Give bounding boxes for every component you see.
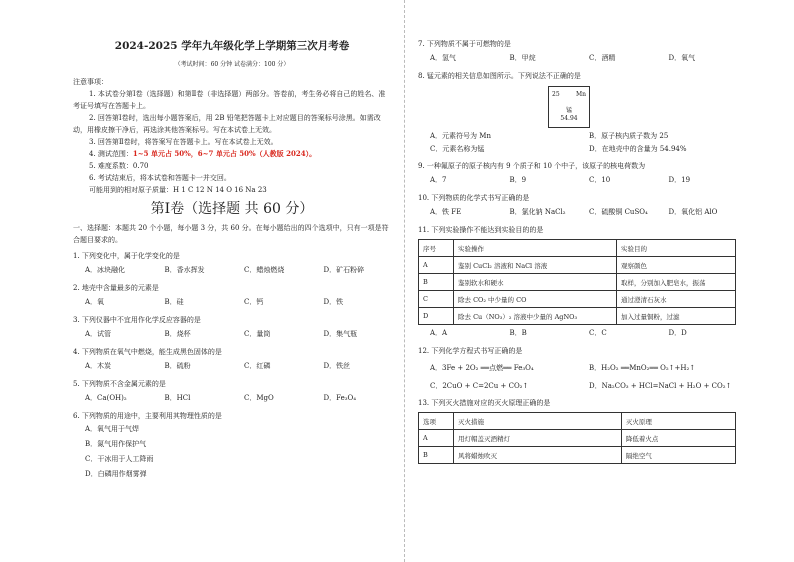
question-stem: 11. 下列实验操作不能达到实验目的的是: [418, 226, 544, 234]
left-column: [73, 38, 391, 482]
option-row: A．试管 B．烧杯 C．量筒 D．集气瓶: [85, 330, 358, 338]
note-item: 3. 回答第Ⅱ卷时，将答案写在答题卡上。写在本试卷上无效。: [89, 138, 278, 146]
option-row: A．7 B．9 C．10 D．19: [430, 176, 691, 184]
exam-info: （考试时间：60 分钟 试卷满分：100 分）: [174, 61, 290, 68]
option-row: A．Ca(OH)₂ B．HCl C．MgO D．Fe₃O₄: [85, 394, 357, 402]
option-row: A．元素符号为 Mn B．原子核内质子数为 25: [430, 132, 669, 140]
question-stem: 3. 下列仪器中不宜用作化学反应容器的是: [73, 316, 201, 324]
atomic-masses: 可能用到的相对原子质量：H 1 C 12 N 14 O 16 Na 23: [89, 186, 267, 194]
option-row: C．2CuO + C=2Cu + CO₂↑ D．Na₂CO₃ + HCl=NaCl + H₂O + CO₂↑: [430, 382, 732, 390]
right-column: [418, 38, 736, 464]
table-row: A 用灯帽盖灭酒精灯 降低着火点: [419, 430, 736, 447]
table-row: C 除去 CO₂ 中少量的 CO 通过澄清石灰水: [419, 291, 736, 308]
question-stem: 5. 下列物质不含金属元素的是: [73, 380, 166, 388]
fold-line: [404, 0, 405, 562]
question-stem: 4. 下列物质在氧气中燃烧，能生成黑色固体的是: [73, 348, 222, 356]
option: D．白磷用作烟雾弹: [85, 470, 147, 478]
option-row: A．3Fe + 2O₂ ══点燃══ Fe₃O₄ B．H₂O₂ ══MnO₂══ O₂↑+H₂↑: [430, 364, 696, 372]
table-row: D 除去 Cu（NO₃）₂ 溶液中少量的 AgNO₃ 加入过量铜粉，过滤: [419, 308, 736, 325]
table-row: B 鉴别软水和硬水 取样，分别加入肥皂水，振荡: [419, 274, 736, 291]
page-title: 2024-2025 学年九年级化学上学期第三次月考卷: [114, 40, 350, 52]
note-item: 5. 难度系数：0.70: [89, 162, 149, 170]
option-row: A．氧 B．硅 C．钙 D．铁: [85, 298, 344, 306]
scope-text: 1~5 单元占 50%，6~7 单元占 50%（人教版 2024）。: [132, 149, 317, 158]
question-stem: 12. 下列化学方程式书写正确的是: [418, 347, 523, 355]
note-item: 4. 测试范围：1~5 单元占 50%，6~7 单元占 50%（人教版 2024）。: [89, 149, 317, 158]
experiment-table: 序号 实验操作 实验目的 A 鉴别 CuCl₂ 溶液和 NaCl 溶液 观察颜色 B 鉴别软水和硬水 取样，分别加入肥皂水，振荡 C 除去 CO₂ 中少量的 CO 通过澄清石灰水 D 除去 Cu（NO₃）₂ 溶液中少量的 AgNO₃ 加入过量铜粉，过滤: [418, 239, 736, 325]
question-stem: 1. 下列变化中，属于化学变化的是: [73, 252, 180, 260]
option-row: A．木炭 B．硫粉 C．红磷 D．铁丝: [85, 362, 351, 370]
note-item: 1. 本试卷分第Ⅰ卷（选择题）和第Ⅱ卷（非选择题）两部分。答卷前，考生务必将自己的姓名、准考证号填写在答题卡上。: [73, 90, 386, 110]
option-row: C．元素名称为锰 D．在地壳中的含量为 54.94%: [430, 145, 687, 153]
option: A．氧气用于气焊: [85, 425, 140, 433]
section-intro: 一、选择题：本题共 20 个小题，每小题 3 分，共 60 分。在每小题给出的四个选项中，只有一项是符合题目要求的。: [73, 224, 389, 244]
notes-heading: 注意事项：: [73, 78, 108, 86]
option: B．氮气用作保护气: [85, 440, 147, 448]
table-row: A 鉴别 CuCl₂ 溶液和 NaCl 溶液 观察颜色: [419, 257, 736, 274]
question-stem: 2. 地壳中含量最多的元素是: [73, 284, 159, 292]
element-figure: [418, 82, 736, 130]
note-item: 2. 回答第Ⅰ卷时，选出每小题答案后，用 2B 铅笔把答题卡上对应题目的答案标号涂黑。如需改动，用橡皮擦干净后，再选涂其他答案标号。写在本试卷上无效。: [73, 114, 381, 134]
option: C．干冰用于人工降雨: [85, 455, 154, 463]
option-row: A．铁 FE B．氯化钠 NaCl₂ C．硫酸铜 CuSO₄ D．氧化铝 AlO: [430, 208, 718, 216]
question-stem: 9. 一种氟原子的原子核内有 9 个质子和 10 个中子，该原子的核电荷数为: [418, 162, 646, 170]
question-stem: 7. 下列物质不属于可燃物的是: [418, 40, 511, 48]
question-stem: 10. 下列物质的化学式书写正确的是: [418, 194, 530, 202]
option-row: A．冰块融化 B．香水挥发 C．蜡烛燃烧 D．矿石粉碎: [85, 266, 365, 274]
option-row: A．A B．B C．C D．D: [430, 329, 687, 337]
section-title: 第Ⅰ卷（选择题 共 60 分）: [150, 201, 314, 217]
element-tile: 25 Mn 锰 54.94: [548, 86, 590, 128]
option-row: A．氢气 B．甲烷 C．酒精 D．氧气: [430, 54, 696, 62]
table-row: B 风将蜡烛吹灭 隔绝空气: [419, 447, 736, 464]
note-item: 6. 考试结束后，将本试卷和答题卡一并交回。: [89, 174, 231, 182]
question-stem: 13. 下列灭火措施对应的灭火原理正确的是: [418, 399, 551, 407]
question-stem: 8. 锰元素的相关信息如图所示。下列说法不正确的是: [418, 72, 581, 80]
question-stem: 6. 下列物质的用途中，主要利用其物理性质的是: [73, 412, 222, 420]
fire-table: 选项 灭火措施 灭火原理 A 用灯帽盖灭酒精灯 降低着火点 B 风将蜡烛吹灭 隔绝空气: [418, 412, 736, 464]
